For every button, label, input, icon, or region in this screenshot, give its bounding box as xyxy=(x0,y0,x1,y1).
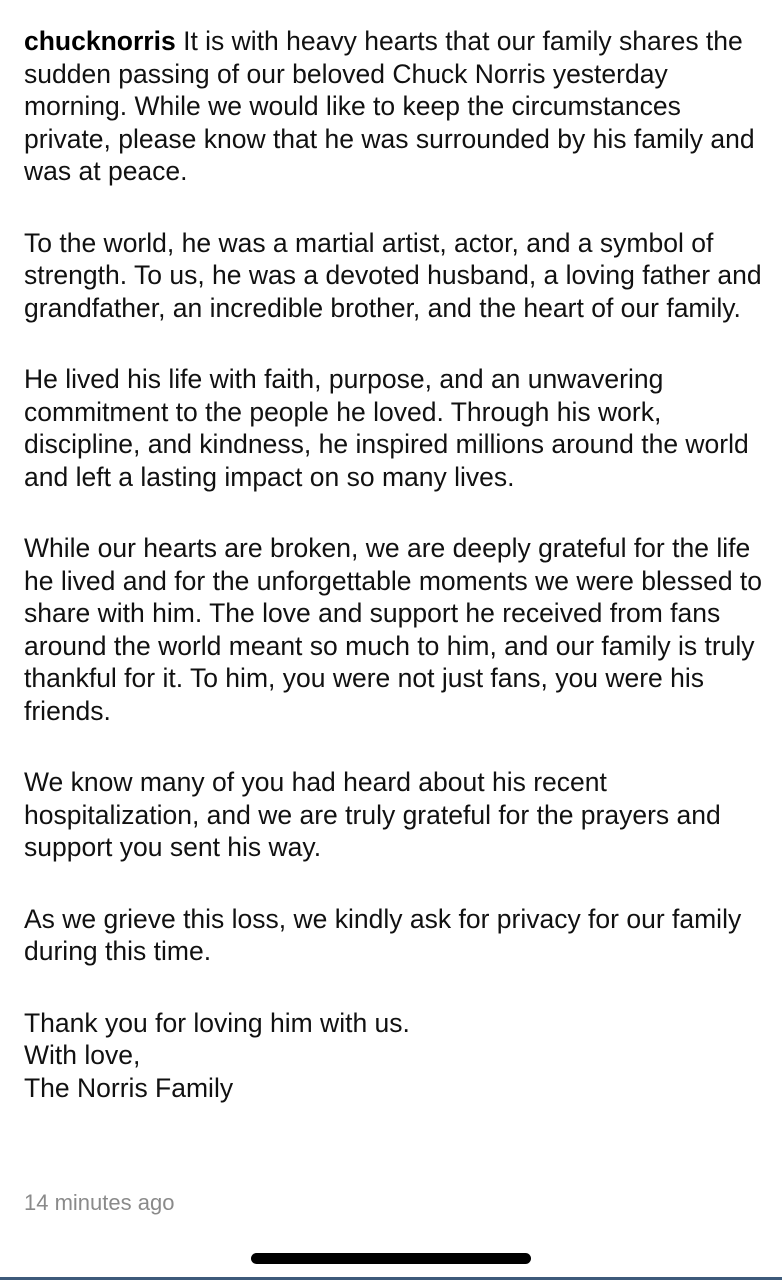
post-timestamp: 14 minutes ago xyxy=(24,1190,175,1215)
signoff-line: With love, xyxy=(24,1040,141,1070)
caption-paragraph: He lived his life with faith, purpose, and an unwavering commitment to the people he loved. Through his work, discipline, and kindness, he inspired millions around the world and left a lasting impact on so many lives. xyxy=(24,364,749,492)
username-link[interactable]: chucknorris xyxy=(24,26,176,56)
home-indicator[interactable] xyxy=(251,1253,531,1264)
caption-paragraph: As we grieve this loss, we kindly ask for privacy for our family during this time. xyxy=(24,903,742,966)
caption-paragraph: To the world, he was a martial artist, actor, and a symbol of strength. To us, he was a devoted husband, a loving father and grandfather, an incredible brother, and the heart of our family. xyxy=(24,227,762,323)
caption-paragraph: We know many of you had heard about his recent hospitalization, and we are truly grateful for the prayers and support you sent his way. xyxy=(24,767,721,862)
caption-paragraph xyxy=(24,25,764,188)
signoff-signature: The Norris Family xyxy=(24,1072,234,1103)
post-caption xyxy=(24,25,764,1104)
caption-paragraph: While our hearts are broken, we are deeply grateful for the life he lived and for the unforgettable moments we were blessed to share with him. The love and support he received from fans around the world meant so much to him, and our family is truly thankful for it. To him, you were not just fans, you were his friends. xyxy=(24,533,763,726)
caption-paragraph: Thank you for loving him with us. xyxy=(24,1007,410,1038)
caption-text: It is with heavy hearts that our family shares the sudden passing of our beloved Chuck Norris yesterday morning. While we would like to keep the circumstances private, please know that he was surrounded by his family and was at peace. xyxy=(24,26,755,186)
